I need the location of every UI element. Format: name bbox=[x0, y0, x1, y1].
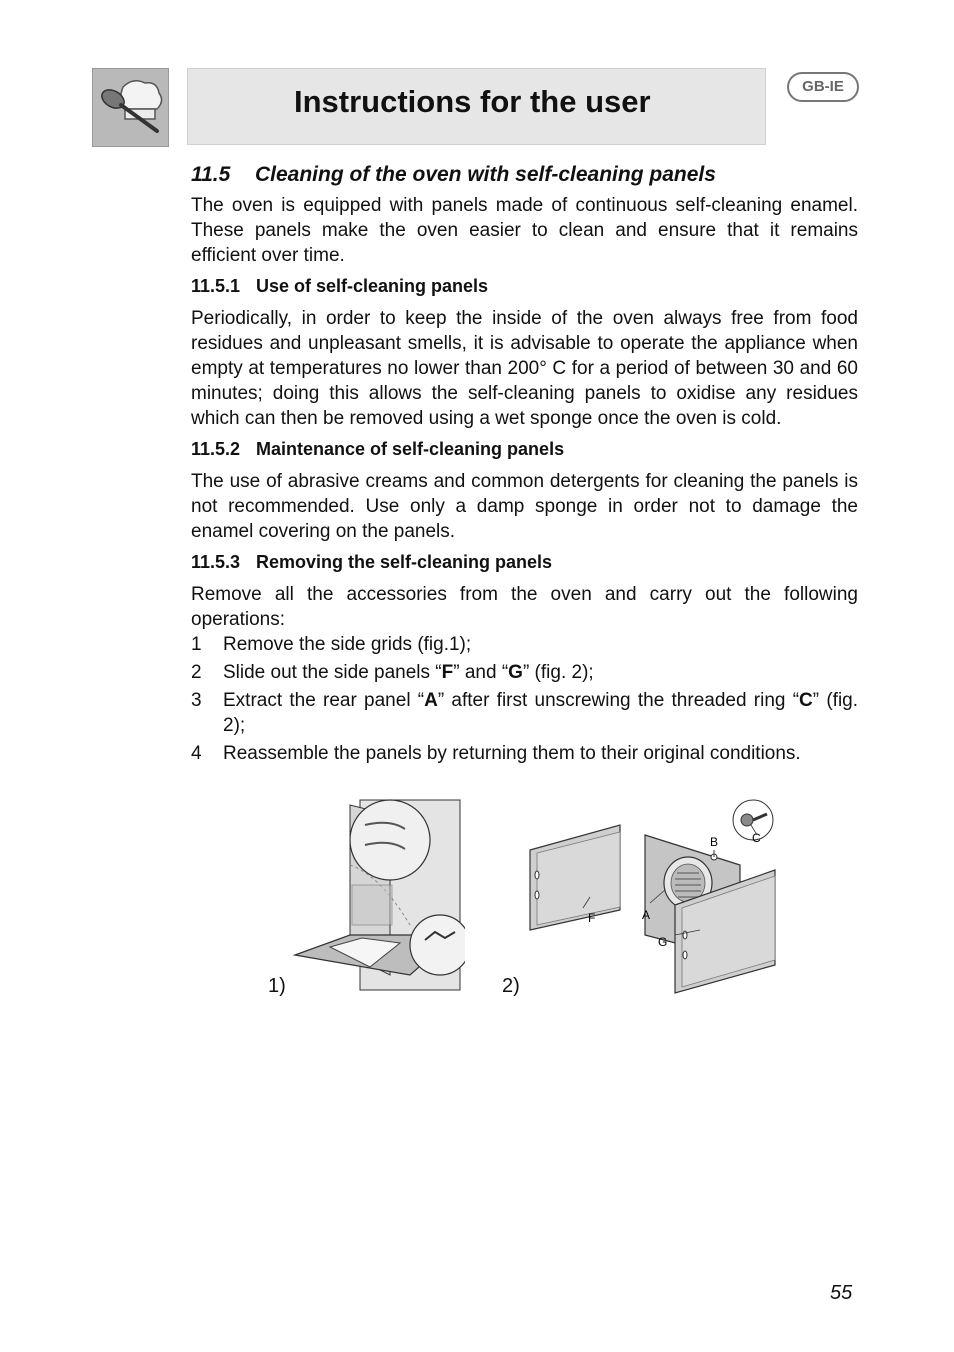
step-text: Extract the rear panel “ bbox=[223, 690, 425, 711]
figure-1-label: 1) bbox=[268, 975, 286, 997]
section-intro: The oven is equipped with panels made of continuous self-cleaning enamel. These panels make the oven easier to clean and ensure that it remains efficient over time. bbox=[191, 195, 858, 266]
section-number: 11.5 bbox=[191, 163, 231, 186]
subsection-heading bbox=[191, 437, 858, 461]
subsection-title: Removing the self-cleaning panels bbox=[256, 552, 553, 572]
step-text: Reassemble the panels by returning them to their original conditions. bbox=[223, 743, 801, 764]
list-item bbox=[191, 660, 858, 685]
header-bar bbox=[187, 68, 766, 145]
subsection-body: The use of abrasive creams and common detergents for cleaning the panels is not recommended. Use only a damp sponge in order not to damage the enamel covering on the panels. bbox=[191, 471, 858, 542]
step-text-bold: A bbox=[424, 690, 438, 711]
section-heading bbox=[191, 163, 858, 187]
brand-logo bbox=[92, 68, 169, 147]
oven-side-grid-illustration bbox=[290, 795, 465, 995]
subsection-heading bbox=[191, 550, 858, 574]
subsection-body: Periodically, in order to keep the inside of the oven always free from food residues and unpleasant smells, it is advisable to operate the appliance when empty at temperatures no lower than 200° C for a period of between 30 and 60 minutes; doing this allows the self-cleaning panels to oxidise any residues which can then be removed using a wet sponge once the oven is cold. bbox=[191, 308, 858, 429]
spoon-and-chef-hat-icon bbox=[93, 69, 168, 146]
callout-C: C bbox=[752, 831, 761, 845]
callout-F: F bbox=[588, 911, 596, 925]
step-text: ” after first unscrewing the threaded ring “ bbox=[437, 690, 800, 711]
figures bbox=[260, 795, 790, 1005]
list-item bbox=[191, 632, 858, 657]
step-text-bold: C bbox=[799, 690, 813, 711]
subsection-number: 11.5.2 bbox=[191, 439, 241, 459]
steps-list bbox=[191, 632, 858, 766]
step-number: 1 bbox=[191, 634, 202, 655]
step-text: ” and “ bbox=[453, 662, 509, 683]
language-badge: GB-IE bbox=[787, 72, 859, 102]
list-item bbox=[191, 688, 858, 738]
subsection-title: Maintenance of self-cleaning panels bbox=[256, 439, 565, 459]
section-title: Cleaning of the oven with self-cleaning panels bbox=[255, 163, 716, 186]
subsection-heading bbox=[191, 274, 858, 298]
step-text: Remove the side grids (fig.1); bbox=[223, 634, 472, 655]
subsection-number: 11.5.3 bbox=[191, 552, 241, 572]
step-number: 4 bbox=[191, 743, 202, 764]
step-number: 2 bbox=[191, 662, 202, 683]
page-number: 55 bbox=[830, 1282, 853, 1304]
subsection-body: Remove all the accessories from the oven and carry out the following operations: bbox=[191, 584, 858, 630]
list-item bbox=[191, 741, 858, 766]
step-number: 3 bbox=[191, 690, 202, 711]
step-text-bold: F bbox=[441, 662, 454, 683]
step-text-bold: G bbox=[508, 662, 523, 683]
self-cleaning-panels-illustration bbox=[525, 795, 790, 995]
callout-B: B bbox=[710, 835, 719, 849]
step-text: ” (fig. 2); bbox=[223, 690, 859, 736]
page-title: Instructions for the user bbox=[294, 84, 651, 119]
subsection-number: 11.5.1 bbox=[191, 276, 241, 296]
figure-2-label: 2) bbox=[502, 975, 520, 997]
subsection-title: Use of self-cleaning panels bbox=[256, 276, 489, 296]
main-content bbox=[191, 160, 858, 769]
step-text: ” (fig. 2); bbox=[522, 662, 594, 683]
callout-G: G bbox=[658, 935, 668, 949]
callout-A: A bbox=[642, 908, 651, 922]
step-text: Slide out the side panels “ bbox=[223, 662, 442, 683]
